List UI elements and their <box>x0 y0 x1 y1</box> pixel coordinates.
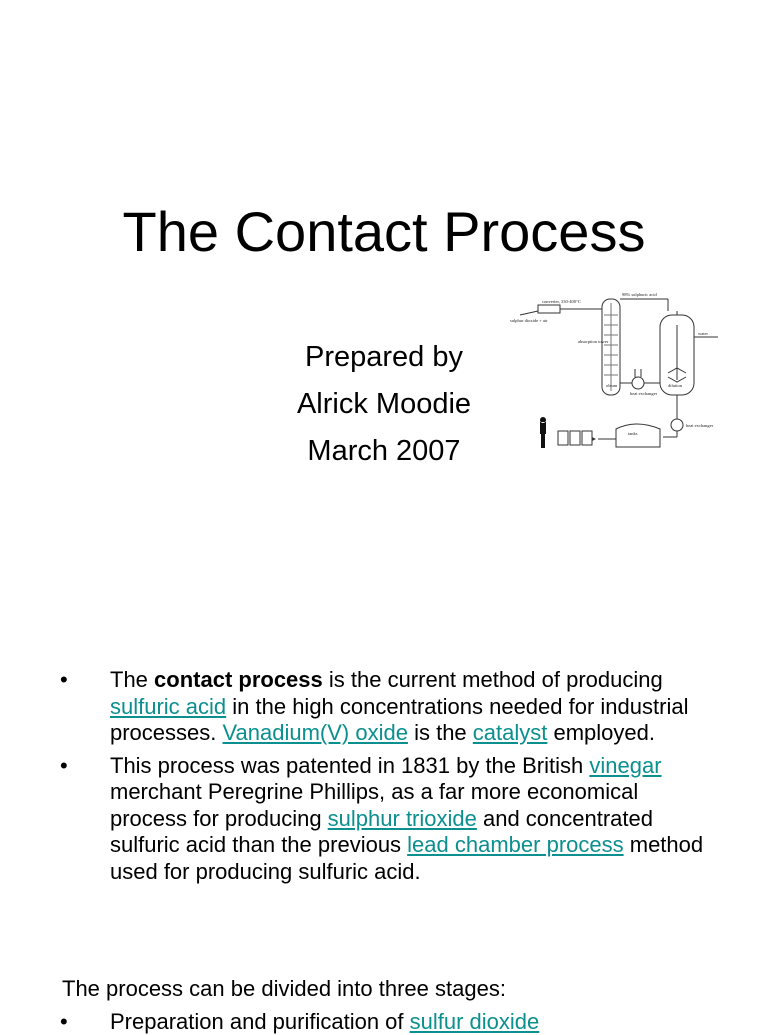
contact-process-diagram <box>508 285 738 455</box>
heat-exchanger-1 <box>632 377 644 389</box>
link-sulphur-trioxide[interactable]: sulphur trioxide <box>327 805 477 831</box>
byline-prepared: Prepared by <box>305 341 463 373</box>
svg-text:converter, 330-400°C: converter, 330-400°C <box>542 299 581 304</box>
svg-text:tanks: tanks <box>628 431 638 436</box>
link-lead-chamber-process[interactable]: lead chamber process <box>407 832 624 857</box>
term-contact-process: contact process <box>154 667 323 692</box>
link-vinegar[interactable]: vinegar <box>589 752 662 778</box>
svg-text:98% sulphuric acid: 98% sulphuric acid <box>622 292 657 297</box>
svg-text:water: water <box>698 331 708 336</box>
link-vanadium-oxide[interactable]: Vanadium(V) oxide <box>222 720 408 745</box>
converter <box>538 305 560 313</box>
drum <box>558 431 568 445</box>
svg-text:absorption tower: absorption tower <box>578 339 609 344</box>
bullet-patent-history: • This process was patented in 1831 by the British vinegar merchant Peregrine Phillips, as a far more economical process for producing sulphur trioxide and concentrated sulfuric acid than the previous lead chamber process method used for producing sulfuric acid. <box>60 752 704 884</box>
byline-author: Alrick Moodie <box>296 388 472 420</box>
bullet-contact-process: • The contact process is the current method of producing sulfuric acid in the high concentrations needed for industrial processes. Vanadium(V) oxide is the catalyst employed. <box>60 667 689 745</box>
svg-text:heat exchanger: heat exchanger <box>630 391 658 396</box>
link-sulfur-dioxide[interactable]: sulfur dioxide <box>409 1009 540 1034</box>
drum <box>582 431 592 445</box>
byline-date: March 2007 <box>307 435 461 467</box>
svg-text:heat exchanger: heat exchanger <box>686 423 714 428</box>
svg-text:dilution: dilution <box>668 383 683 388</box>
link-sulfuric-acid[interactable]: sulfuric acid <box>110 693 227 719</box>
storage-tank <box>616 424 660 447</box>
bullet-marker: • <box>60 752 68 778</box>
byline <box>244 334 524 475</box>
person-figure <box>540 417 546 448</box>
heat-exchanger-2 <box>671 419 683 431</box>
svg-text:oleum: oleum <box>606 383 618 388</box>
bullet-list <box>0 667 768 891</box>
slide-title: The Contact Process <box>122 200 646 263</box>
link-catalyst[interactable]: catalyst <box>472 720 548 745</box>
svg-text:sulphur dioxide + air: sulphur dioxide + air <box>510 318 548 323</box>
stages-intro: The process can be divided into three stages: <box>62 976 506 1001</box>
bullet-marker: • <box>60 1009 68 1034</box>
bullet-marker: • <box>60 667 68 692</box>
drum <box>570 431 580 445</box>
